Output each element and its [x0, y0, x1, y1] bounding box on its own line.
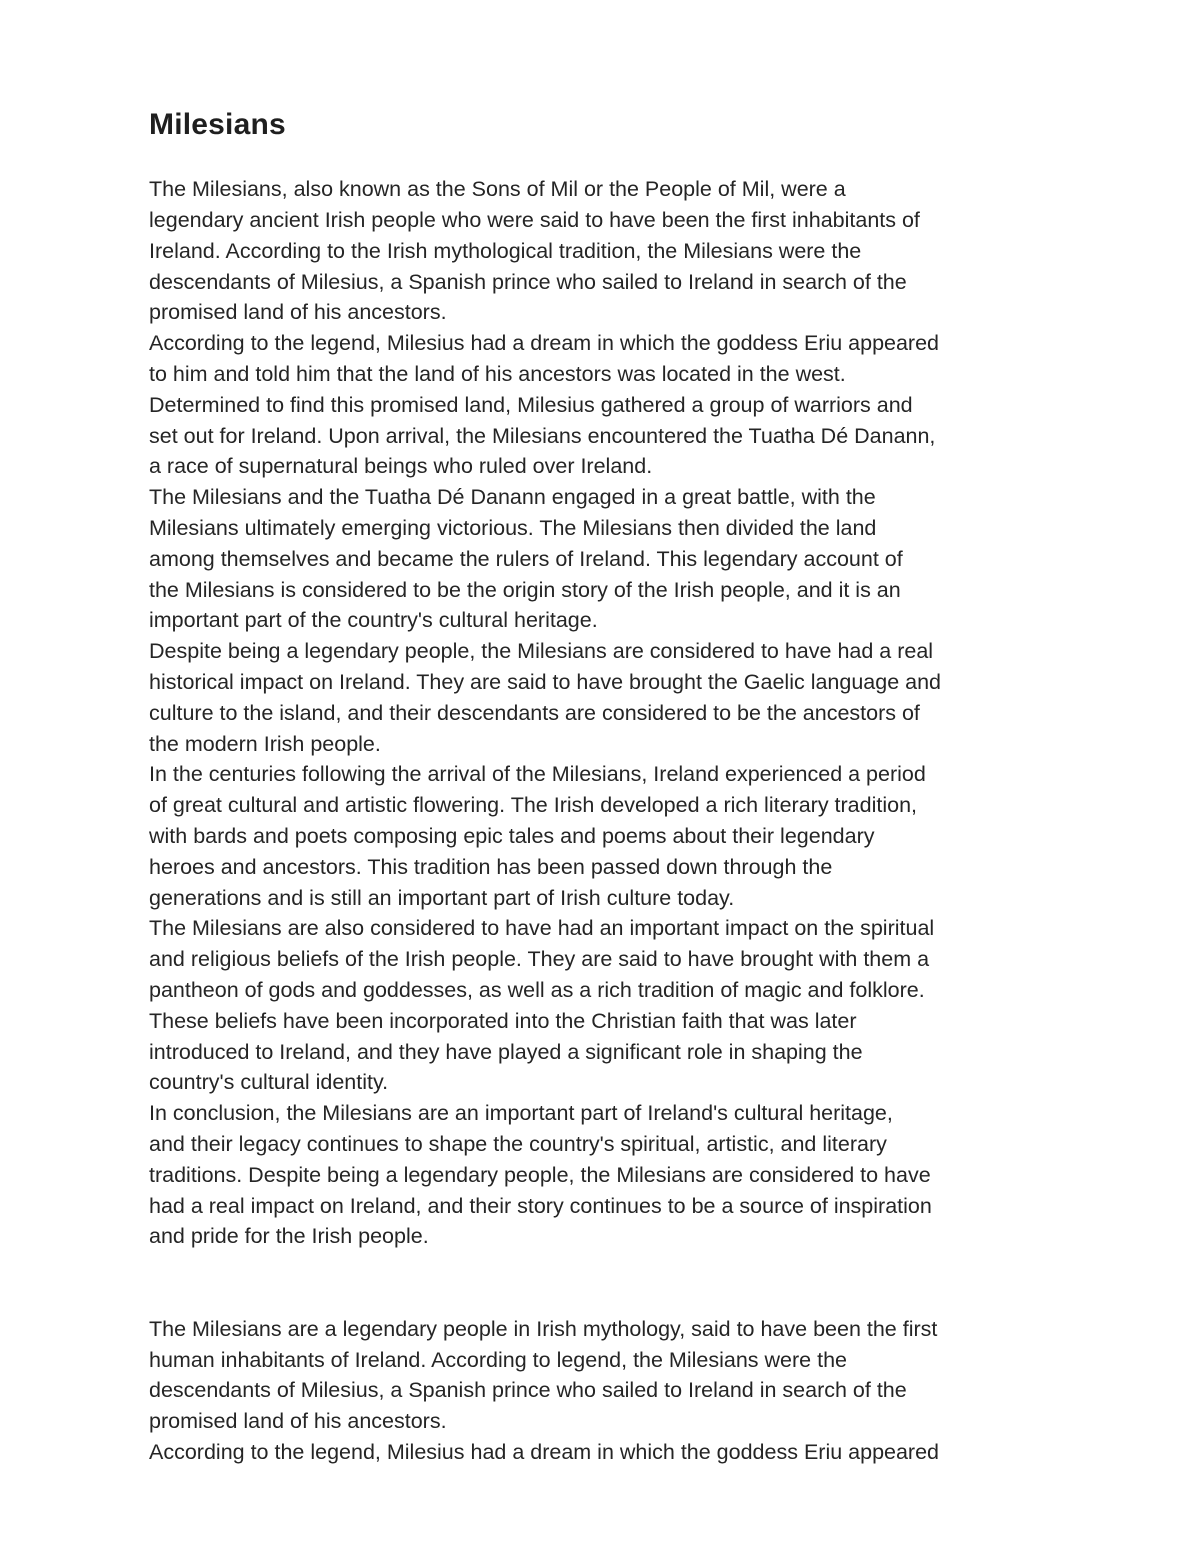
text-line: introduced to Ireland, and they have played a significant role in shaping the	[149, 1040, 863, 1064]
text-line: legendary ancient Irish people who were said to have been the first inhabitants of	[149, 208, 920, 232]
text-line: and pride for the Irish people.	[149, 1224, 429, 1248]
text-line: country's cultural identity.	[149, 1070, 389, 1094]
text-line: Determined to find this promised land, Milesius gathered a group of warriors and	[149, 393, 913, 417]
text-line: According to the legend, Milesius had a dream in which the goddess Eriu appeared	[149, 331, 940, 355]
text-line: descendants of Milesius, a Spanish prince who sailed to Ireland in search of the	[149, 270, 907, 294]
text-line: the Milesians is considered to be the origin story of the Irish people, and it is an	[149, 578, 901, 602]
text-line: a race of supernatural beings who ruled over Ireland.	[149, 454, 653, 478]
text-line: traditions. Despite being a legendary people, the Milesians are considered to have	[149, 1163, 931, 1187]
document-title: Milesians	[149, 108, 286, 141]
text-line: The Milesians are also considered to have had an important impact on the spiritual	[149, 916, 935, 940]
text-line: pantheon of gods and goddesses, as well as a rich tradition of magic and folklore.	[149, 978, 925, 1002]
text-line: and their legacy continues to shape the country's spiritual, artistic, and literary	[149, 1132, 887, 1156]
text-line: human inhabitants of Ireland. According to legend, the Milesians were the	[149, 1348, 847, 1372]
text-line: set out for Ireland. Upon arrival, the Milesians encountered the Tuatha Dé Danann,	[149, 424, 936, 448]
text-line: Ireland. According to the Irish mythological tradition, the Milesians were the	[149, 239, 862, 263]
text-line: culture to the island, and their descendants are considered to be the ancestors of	[149, 701, 920, 725]
text-line: had a real impact on Ireland, and their story continues to be a source of inspiration	[149, 1194, 932, 1218]
text-line: heroes and ancestors. This tradition has been passed down through the	[149, 855, 833, 879]
text-line: and religious beliefs of the Irish people. They are said to have brought with them a	[149, 947, 930, 971]
text-line: descendants of Milesius, a Spanish prince who sailed to Ireland in search of the	[149, 1378, 907, 1402]
text-line: with bards and poets composing epic tales and poems about their legendary	[149, 824, 875, 848]
text-line: of great cultural and artistic flowering. The Irish developed a rich literary tradition,	[149, 793, 918, 817]
text-line: promised land of his ancestors.	[149, 1409, 447, 1433]
text-line: among themselves and became the rulers of Ireland. This legendary account of	[149, 547, 903, 571]
text-line: Despite being a legendary people, the Milesians are considered to have had a real	[149, 639, 934, 663]
text-line: generations and is still an important part of Irish culture today.	[149, 886, 735, 910]
text-line: In the centuries following the arrival of the Milesians, Ireland experienced a period	[149, 762, 926, 786]
text-line: the modern Irish people.	[149, 732, 381, 756]
text-line: to him and told him that the land of his ancestors was located in the west.	[149, 362, 846, 386]
text-line: The Milesians and the Tuatha Dé Danann engaged in a great battle, with the	[149, 485, 876, 509]
text-line: These beliefs have been incorporated into the Christian faith that was later	[149, 1009, 857, 1033]
text-line: promised land of his ancestors.	[149, 300, 447, 324]
text-line: historical impact on Ireland. They are said to have brought the Gaelic language and	[149, 670, 942, 694]
text-line: The Milesians, also known as the Sons of Mil or the People of Mil, were a	[149, 177, 846, 201]
text-line: Milesians ultimately emerging victorious. The Milesians then divided the land	[149, 516, 877, 540]
text-line: important part of the country's cultural heritage.	[149, 608, 598, 632]
text-line: According to the legend, Milesius had a dream in which the goddess Eriu appeared	[149, 1440, 940, 1464]
text-line: The Milesians are a legendary people in Irish mythology, said to have been the first	[149, 1317, 938, 1341]
text-line: In conclusion, the Milesians are an important part of Ireland's cultural heritage,	[149, 1101, 893, 1125]
